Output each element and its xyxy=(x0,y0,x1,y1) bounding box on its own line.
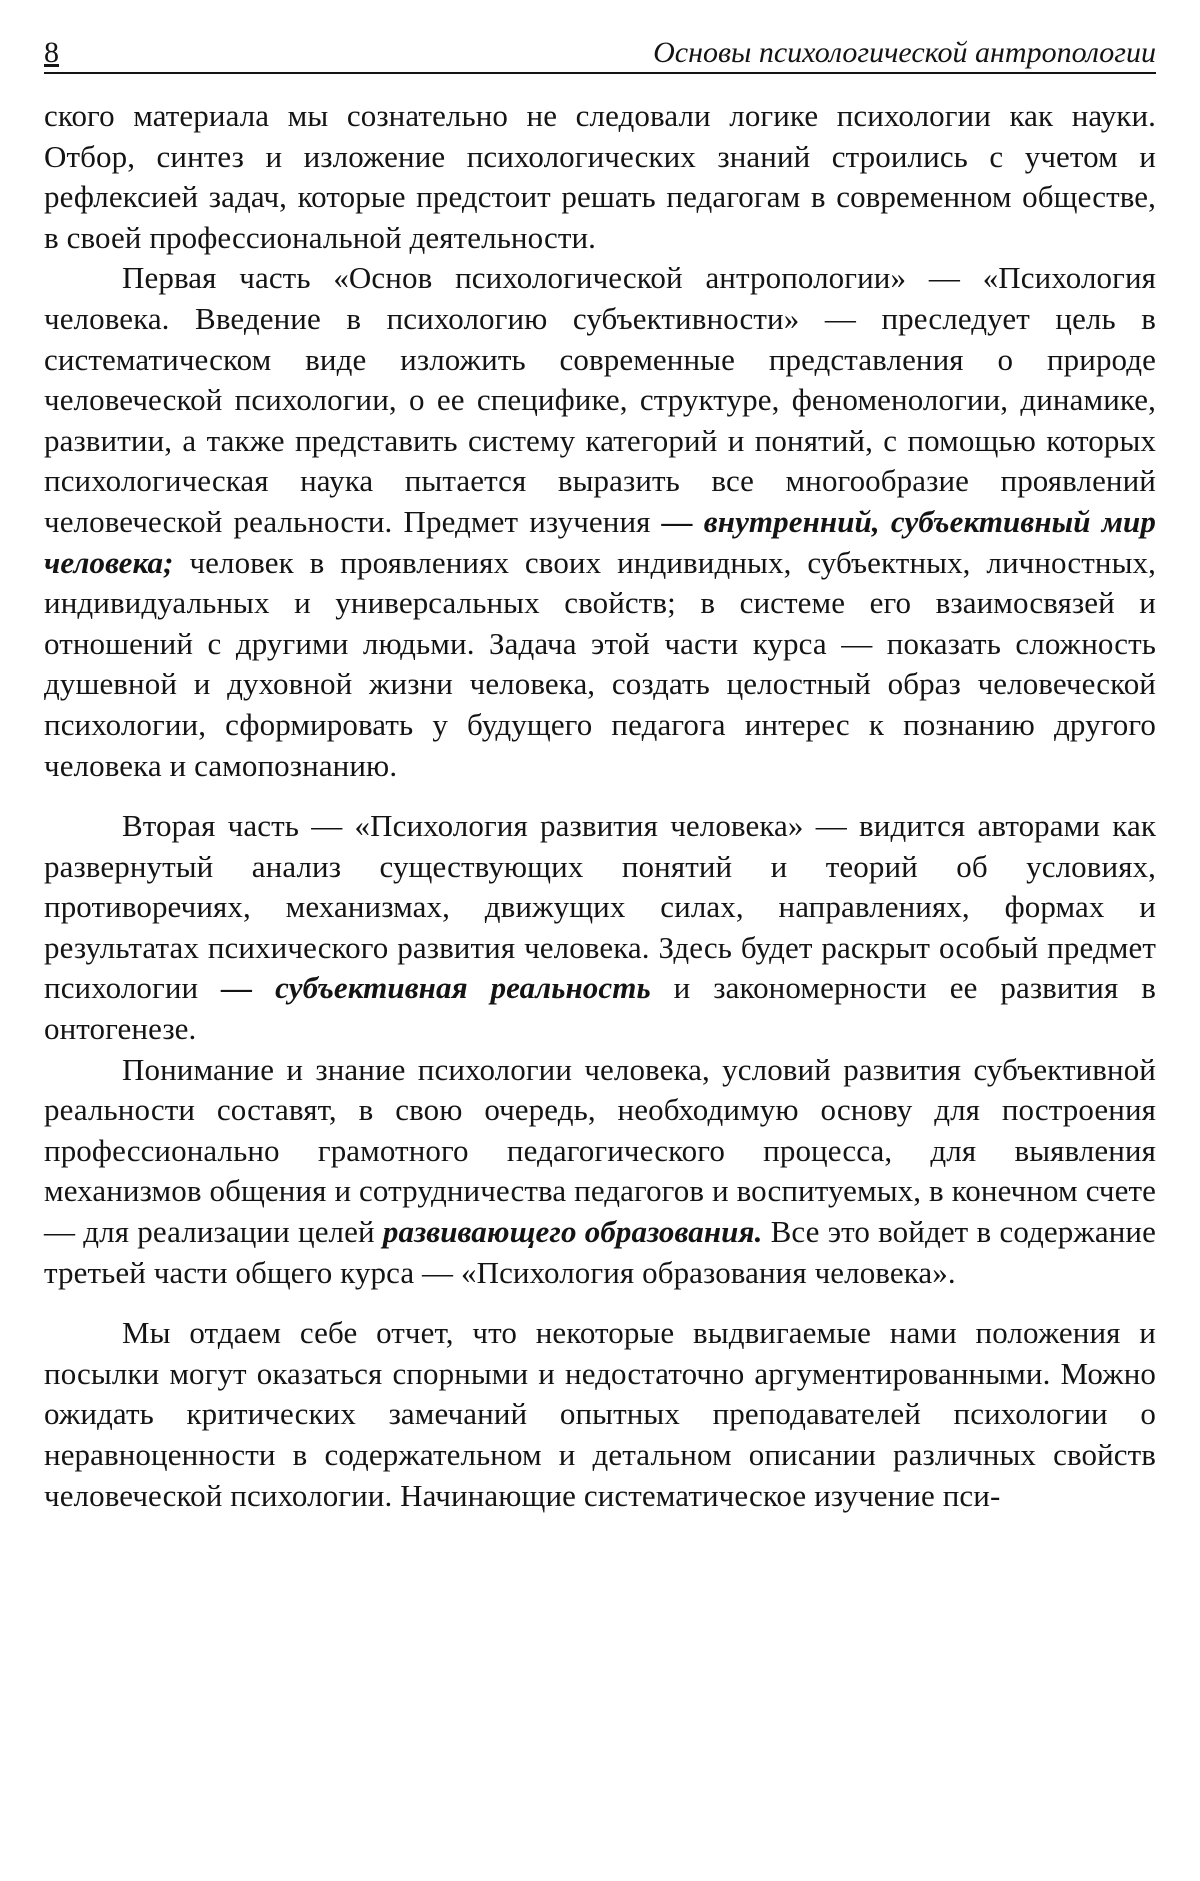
paragraph-4 xyxy=(44,1050,1156,1294)
emphasis-inner-world: — внутренний, субъективный мир человека; xyxy=(44,503,1156,580)
paragraph-text: Понимание и знание психологии человека, условий развития субъективной реальности составят, в свою очередь, необходимую основу для построения профессионально грамотного педагогического процесса, для выявления механизмов общения и сотрудничества педагогов и воспитуемых, в конечном счете — для реализации целей xyxy=(44,1051,1156,1250)
emphasis-developing-education: развивающего образования. xyxy=(382,1214,763,1250)
paragraph-2 xyxy=(44,258,1156,786)
book-title: Основы психологической антропологии xyxy=(653,36,1156,69)
paragraph-text: Вторая часть — «Психология развития человека» — видится авторами как развернутый анализ существующих понятий и теорий об условиях, противоречиях, механизмах, движущих силах, направлениях, формах и результатах психического развития человека. Здесь будет раскрыт особый предмет психологии xyxy=(44,808,1156,1006)
paragraph-5 xyxy=(44,1313,1156,1516)
paragraph-text: человек в проявлениях своих индивидных, субъектных, личностных, индивидуальных и универсальных свойств; в системе его взаимосвязей и отношений с другими людьми. Задача этой части курса — показать сложность душевной и духовной жизни человека, создать целостный образ человеческой психологии, сформировать у будущего педагога интерес к познанию другого человека и самопознанию. xyxy=(44,544,1156,783)
paragraph-1 xyxy=(44,96,1156,258)
paragraph-text: Мы отдаем себе отчет, что некоторые выдвигаемые нами положения и посылки могут оказаться спорными и недостаточно аргументированными. Можно ожидать критических замечаний опытных преподавателей психологии о неравноценности в содержательном и детальном описании различных свойств человеческой психологии. Начинающие систематическое изучение пси- xyxy=(44,1315,1156,1513)
paragraph-3 xyxy=(44,806,1156,1050)
paragraph-text: Все это войдет в содержание третьей части общего курса — «Психология образования человека». xyxy=(44,1214,1156,1290)
body-text xyxy=(44,96,1156,1516)
running-head xyxy=(44,36,1156,74)
book-page xyxy=(44,36,1156,1516)
paragraph-text: ского материала мы сознательно не следовали логике психологии как науки. Отбор, синтез и изложение психологических знаний строились с учетом и рефлексией задач, которые предстоит решать педагогам в современном обществе, в своей профессиональной деятельности. xyxy=(44,98,1156,255)
paragraph-text: и закономерности ее развития в онтогенезе. xyxy=(44,970,1156,1047)
emphasis-subjective-reality: — субъективная реальность xyxy=(221,970,651,1006)
paragraph-text: Первая часть «Основ психологической антропологии» — «Психология человека. Введение в психологию субъективности» — преследует цель в систематическом виде изложить современные представления о природе человеческой психологии, о ее специфике, структуре, феноменологии, динамике, развитии, а также представить систему категорий и понятий, с помощью которых психологическая наука пытается выразить все многообразие проявлений человеческой реальности. Предмет изучения xyxy=(44,260,1156,539)
page-number: 8 xyxy=(44,36,59,69)
